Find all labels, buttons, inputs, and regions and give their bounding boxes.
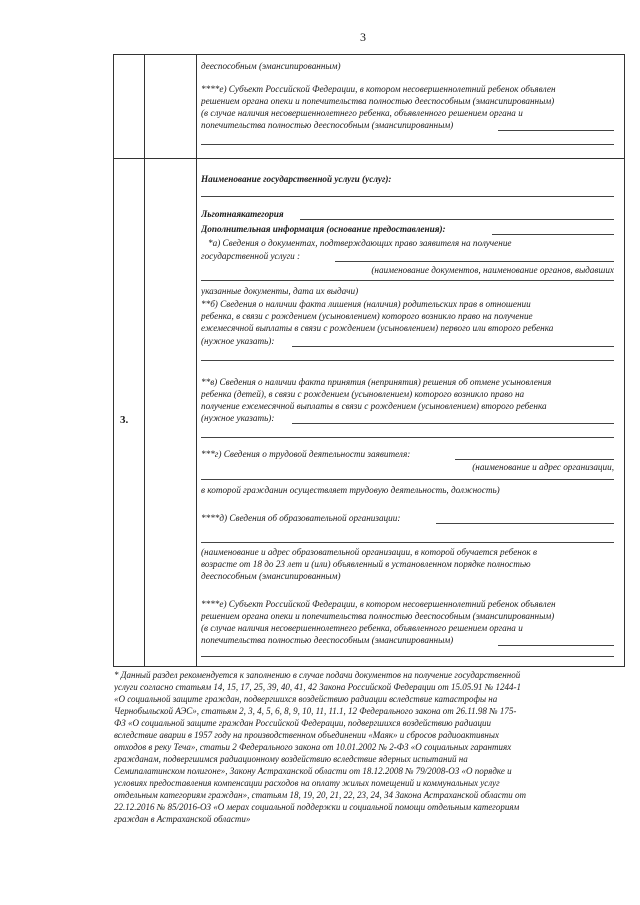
fill-line xyxy=(201,656,614,657)
fill-line xyxy=(201,280,614,281)
section-a-hint: (наименование документов, наименование органов, выдавших xyxy=(371,265,614,275)
section-b-line-2: ребенка, в связи с рождением (усыновлением) которого возникло право на получение xyxy=(201,311,533,321)
fill-line xyxy=(201,479,614,480)
footnote-line: Чернобыльской АЭС», статьям 2, 3, 4, 5, 6, 8, 9, 10, 11, 11.1, 12 Федерального закона от 26.11.98 № 175- xyxy=(114,706,517,716)
section-d-hint-1: (наименование и адрес образовательной организации, в которой обучается ребенок в xyxy=(201,547,538,557)
section-b-line-1: **б) Сведения о наличии факта лишения (наличия) родительских прав в отношении xyxy=(201,299,531,309)
section-v-line-4: (нужное указать): xyxy=(201,413,275,423)
row-number: 3. xyxy=(120,414,129,426)
section-a-hint-2: указанные документы, дата их выдачи) xyxy=(201,286,359,296)
fill-line xyxy=(292,423,614,424)
footnote-line: граждан в Астраханской области» xyxy=(114,814,251,824)
footnote-line: ФЗ «О социальной защите граждан Российской Федерации, подвергшихся воздействию радиации xyxy=(114,718,491,728)
footnote-line: гражданам, подвергшимся радиационному воздействию вследствие ядерных испытаний на xyxy=(114,754,468,764)
column-divider xyxy=(196,54,197,666)
section-a-line-2: государственной услуги : xyxy=(201,251,301,261)
fill-line xyxy=(498,645,614,646)
page-number: 3 xyxy=(360,30,366,44)
footnote-line: отдельным категориям граждан», статьям 18, 19, 20, 21, 22, 23, 24, 34 Закона Астраханской области от xyxy=(114,790,527,800)
section-d-line: ****д) Сведения об образовательной организации: xyxy=(201,513,401,523)
section-d-hint-2: возрасте от 18 до 23 лет и (или) объявленный в установленном порядке полностью xyxy=(201,559,531,569)
top-line-5: попечительства полностью дееспособным (эмансипированным) xyxy=(201,120,454,130)
column-divider xyxy=(144,54,145,666)
fill-line xyxy=(201,196,614,197)
fill-line xyxy=(335,261,614,262)
footnote-line: * Данный раздел рекомендуется к заполнению в случае подачи документов на получение государственной xyxy=(114,670,521,680)
footnote-line: вследствие аварии в 1957 году на производственном объединении «Маяк» и сбросов радиоактивных xyxy=(114,730,499,740)
top-line-3: решением органа опеки и попечительства полностью дееспособным (эмансипированным) xyxy=(201,96,555,106)
additional-info-label: Дополнительная информация (основание предоставления): xyxy=(201,224,446,234)
section-e-line-3: (в случае наличия несовершеннолетнего ребенка, объявленного решением органа и xyxy=(201,623,523,633)
category-field[interactable] xyxy=(300,219,614,220)
fill-line xyxy=(436,523,614,524)
section-g-hint: (наименование и адрес организации, xyxy=(472,462,614,472)
fill-line xyxy=(201,144,614,145)
fill-line xyxy=(201,542,614,543)
section-g-hint-2: в которой гражданин осуществляет трудовую деятельность, должность) xyxy=(201,485,500,495)
top-line-1: дееспособным (эмансипированным) xyxy=(201,61,341,71)
footnote-line: 22.12.2016 № 85/2016-ОЗ «О мерах социальной поддержки и социальной помощи отдельным категориям xyxy=(114,802,520,812)
section-v-line-1: **в) Сведения о наличии факта принятия (непринятия) решения об отмене усыновления xyxy=(201,377,552,387)
service-name-label: Наименование государственной услуги (услуг): xyxy=(201,174,392,184)
fill-line xyxy=(498,130,614,131)
top-line-4: (в случае наличия несовершеннолетнего ребенка, объявленного решением органа и xyxy=(201,108,523,118)
footnote-line: «О социальной защите граждан, подвергшихся воздействию радиации вследствие катастрофы на xyxy=(114,694,498,704)
section-d-hint-3: дееспособным (эмансипированным) xyxy=(201,571,341,581)
section-v-line-3: получение ежемесячной выплаты в связи с рождением (усыновлением) второго ребенка xyxy=(201,401,547,411)
category-label: Льготнаякатегория xyxy=(201,209,284,219)
footnote-line: условиях предоставления компенсации расходов на оплату жилых помещений и коммунальных услуг xyxy=(114,778,500,788)
fill-line xyxy=(201,437,614,438)
top-line-2: ****е) Субъект Российской Федерации, в котором несовершеннолетний ребенок объявлен xyxy=(201,84,556,94)
section-a-line-1: *а) Сведения о документах, подтверждающих право заявителя на получение xyxy=(208,238,512,248)
fill-line xyxy=(492,234,614,235)
section-b-line-4: (нужное указать): xyxy=(201,336,275,346)
section-e-line-4: попечительства полностью дееспособным (эмансипированным) xyxy=(201,635,454,645)
section-b-line-3: ежемесячной выплаты в связи с рождением (усыновлением) первого или второго ребенка xyxy=(201,323,554,333)
row-separator xyxy=(113,158,624,159)
section-g-line: ***г) Сведения о трудовой деятельности заявителя: xyxy=(201,449,411,459)
section-v-line-2: ребенка (детей), в связи с рождением (усыновлением) которого возникло право на xyxy=(201,389,525,399)
fill-line xyxy=(292,346,614,347)
section-e-line-1: ****е) Субъект Российской Федерации, в котором несовершеннолетний ребенок объявлен xyxy=(201,599,556,609)
fill-line xyxy=(455,459,614,460)
footnote-line: отходов в реку Теча», статьи 2 Федерального закона от 10.01.2002 № 2-ФЗ «О социальных гарантиях xyxy=(114,742,512,752)
footnote-line: Семипалатинском полигоне», Закону Астраханской области от 18.12.2008 № 79/2008-ОЗ «О порядке и xyxy=(114,766,512,776)
section-e-line-2: решением органа опеки и попечительства полностью дееспособным (эмансипированным) xyxy=(201,611,555,621)
footnote-line: услуги согласно статьям 14, 15, 17, 25, 39, 40, 41, 42 Закона Российской Федерации от 15.05.91 № 1244-1 xyxy=(114,682,522,692)
fill-line xyxy=(201,360,614,361)
